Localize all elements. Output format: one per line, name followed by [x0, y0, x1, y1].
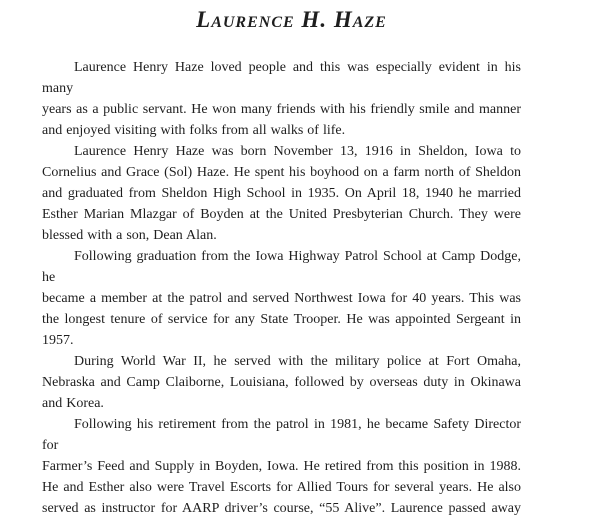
paragraph — [42, 246, 521, 351]
text-line: He and Esther also were Travel Escorts for Allied Tours for several years. He also — [42, 480, 521, 495]
text-line: the longest tenure of service for any State Trooper. He was appointed Sergeant in — [42, 312, 521, 327]
text-line: years as a public servant. He won many friends with his friendly smile and manner — [42, 102, 521, 117]
text-line: and enjoyed visiting with folks from all walks of life. — [42, 123, 346, 138]
text-line: Following his retirement from the patrol in 1981, he became Safety Director for — [42, 417, 521, 453]
text-line: blessed with a son, Dean Alan. — [42, 228, 217, 243]
text-line: served as instructor for AARP driver’s course, “55 Alive”. Laurence passed away — [42, 501, 521, 516]
text-line: Farmer’s Feed and Supply in Boyden, Iowa. He retired from this position in 1988. — [42, 459, 521, 474]
text-line: 1957. — [42, 333, 74, 348]
text-line: and Korea. — [42, 396, 104, 411]
text-line: Cornelius and Grace (Sol) Haze. He spent his boyhood on a farm north of Sheldon — [42, 165, 521, 180]
text-line: Laurence Henry Haze was born November 13, 1916 in Sheldon, Iowa to — [74, 144, 521, 159]
paragraph — [42, 141, 521, 246]
page-title: Laurence H. Haze — [196, 7, 387, 32]
text-line: Esther Marian Mlazgar of Boyden at the United Presbyterian Church. They were — [42, 207, 521, 222]
text-line: Laurence Henry Haze loved people and this was especially evident in his many — [42, 60, 521, 96]
paragraph — [42, 414, 521, 519]
text-line: Following graduation from the Iowa Highway Patrol School at Camp Dodge, he — [42, 249, 521, 285]
text-line: became a member at the patrol and served Northwest Iowa for 40 years. This was — [42, 291, 521, 306]
text-line: Nebraska and Camp Claiborne, Louisiana, followed by overseas duty in Okinawa — [42, 375, 521, 390]
paragraph — [42, 351, 521, 414]
text-line: During World War II, he served with the military police at Fort Omaha, — [74, 354, 521, 369]
document-body — [42, 57, 521, 519]
paragraph — [42, 57, 521, 141]
text-line: and graduated from Sheldon High School in 1935. On April 18, 1940 he married — [42, 186, 521, 201]
